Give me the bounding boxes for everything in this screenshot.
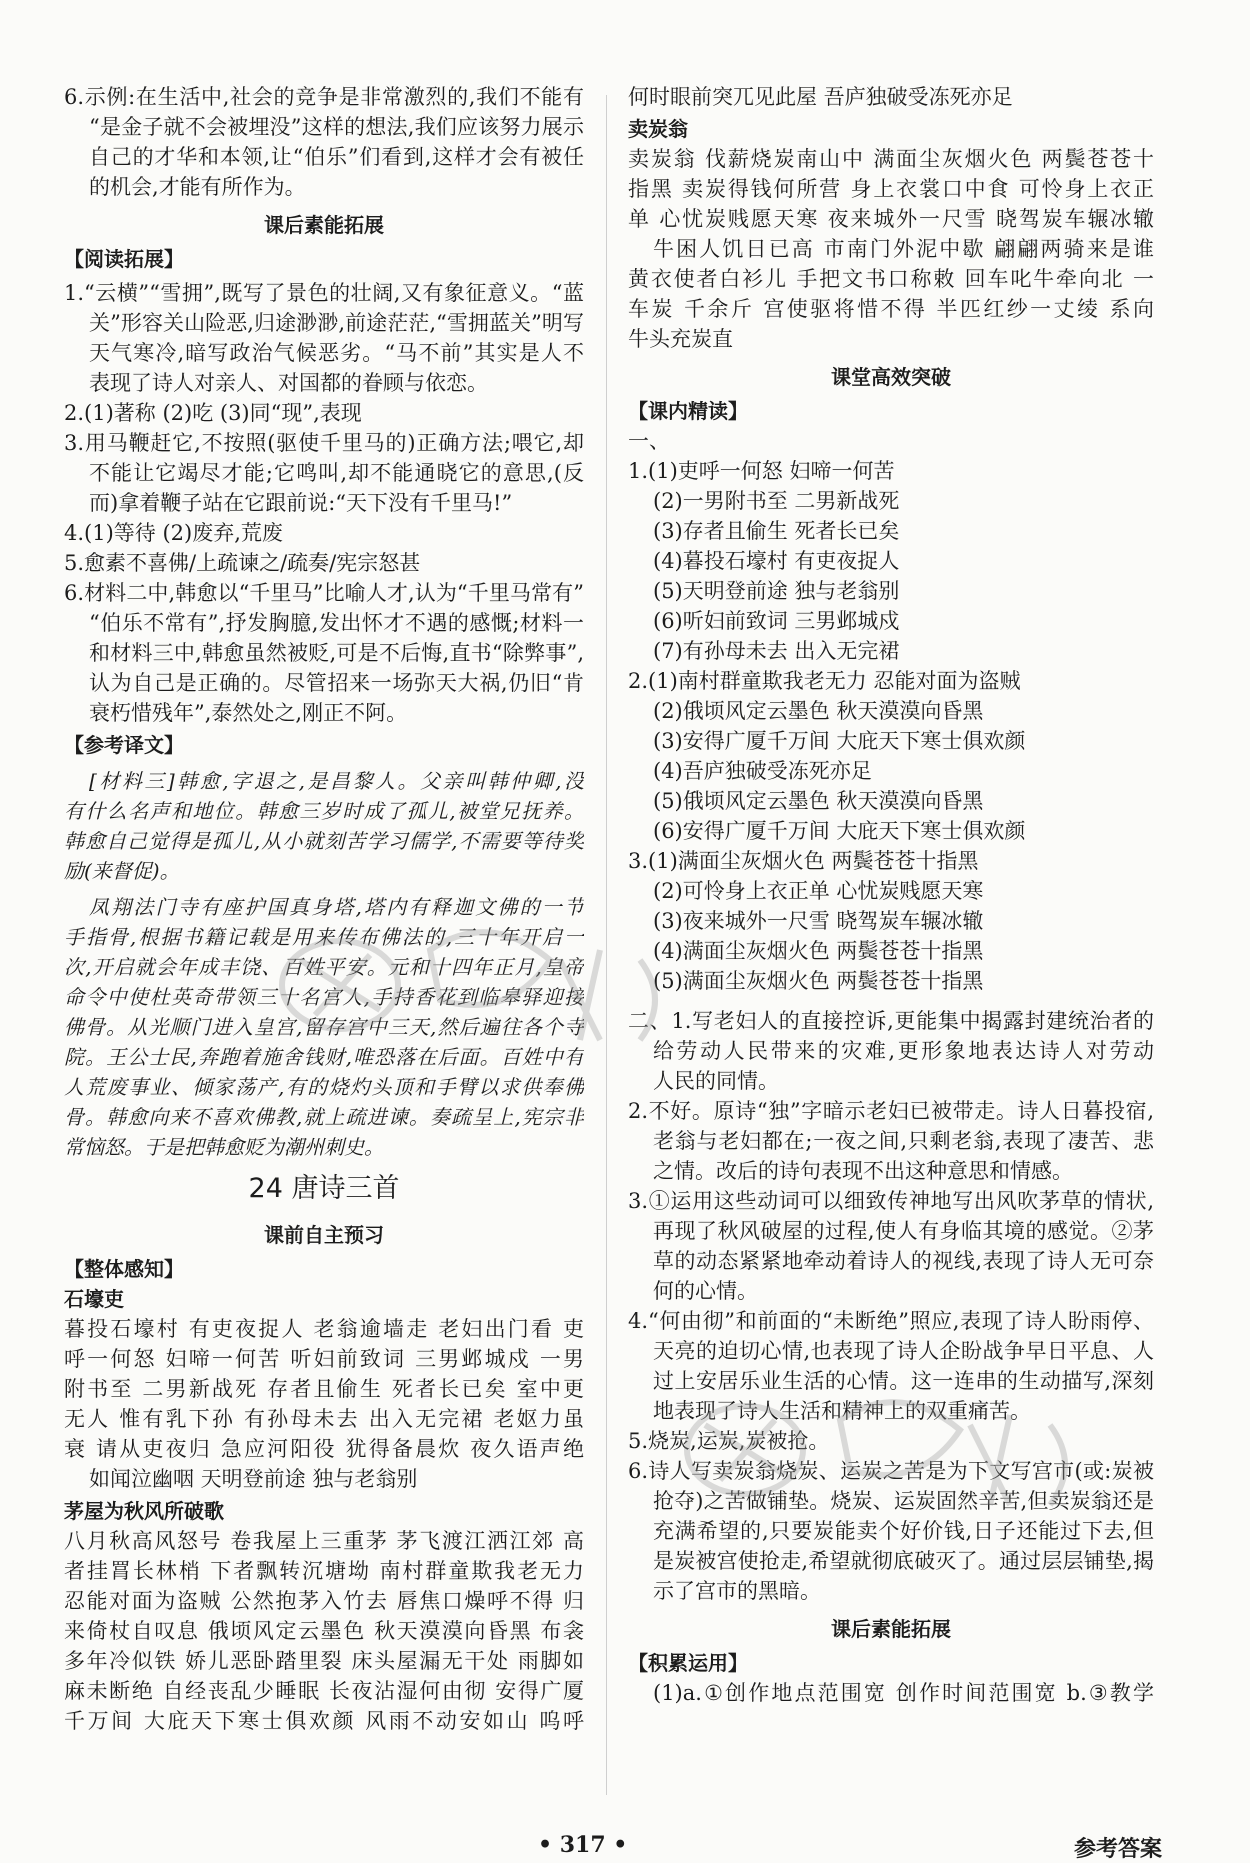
text-line: 单 心忧炭贱愿天寒 夜来城外一尺雪 晓驾炭车辗冰辙 xyxy=(628,207,1154,231)
text-line: 天亮的迫切心情,也表现了诗人企盼战争早日平息、人 xyxy=(653,1339,1154,1363)
text-line: 3.(1)满面尘灰烟火色 两鬓苍苍十指黑 xyxy=(628,849,979,873)
text-line: 表现了诗人对亲人、对国都的眷顾与依恋。 xyxy=(89,371,488,395)
text-line: 认为自己是正确的。尽管招来一场弥天大祸,仍旧“肯 xyxy=(89,671,584,695)
text-line: 麻未断绝 自经丧乱少睡眠 长夜沾湿何由彻 安得广厦 xyxy=(64,1679,584,1703)
text-line: 佛骨。从光顺门进入皇宫,留存宫中三天,然后遍往各个寺 xyxy=(64,1015,584,1039)
text-line: 多年冷似铁 娇儿恶卧踏里裂 床头屋漏无干处 雨脚如 xyxy=(64,1649,584,1673)
text-line: 2.(1)南村群童欺我老无力 忍能对面为盗贼 xyxy=(628,669,1021,693)
section-heading: 24 唐诗三首 xyxy=(248,1173,400,1204)
text-line: (3)夜来城外一尺雪 晓驾炭车辗冰辙 xyxy=(653,909,984,933)
text-line: 天气寒冷,暗写政治气候恶劣。“马不前”其实是人不 xyxy=(89,341,584,365)
text-line: 2.不好。原诗“独”字暗示老妇已被带走。诗人日暮投宿, xyxy=(628,1099,1154,1123)
text-line: 手指骨,根据书籍记载是用来传布佛法的,三十年开启一 xyxy=(64,925,584,949)
text-line: 卖炭翁 伐薪烧炭南山中 满面尘灰烟火色 两鬓苍苍十 xyxy=(628,147,1154,171)
text-line: (3)安得广厦千万间 大庇天下寒士俱欢颜 xyxy=(653,729,1026,753)
text-line: (6)听妇前致词 三男邺城戍 xyxy=(653,609,900,633)
text-line: (1)a.①创作地点范围宽 创作时间范围宽 b.③教学 xyxy=(653,1681,1154,1705)
text-line: (5)满面尘灰烟火色 两鬓苍苍十指黑 xyxy=(653,969,984,993)
text-line: 人民的同情。 xyxy=(653,1069,779,1093)
text-line: 一、 xyxy=(628,429,670,453)
text-line: 充满希望的,只要炭能卖个好价钱,日子还能过下去,但 xyxy=(653,1519,1154,1543)
section-heading: 课前自主预习 xyxy=(264,1223,384,1247)
tag-heading: 【积累运用】 xyxy=(628,1651,748,1675)
text-line: 无人 惟有乳下孙 有孙母未去 出入无完裙 老妪力虽 xyxy=(64,1407,584,1431)
text-line: 示了宫市的黑暗。 xyxy=(653,1579,821,1603)
text-line: 八月秋高风怒号 卷我屋上三重茅 茅飞渡江洒江郊 高 xyxy=(64,1529,584,1553)
text-line: 抢夺)之苦做铺垫。烧炭、运炭固然辛苦,但卖炭翁还是 xyxy=(653,1489,1154,1513)
text-line: 励(来督促)。 xyxy=(64,859,180,883)
text-line: 的机会,才能有所作为。 xyxy=(89,175,306,199)
text-line: 6.材料二中,韩愈以“千里马”比喻人才,认为“千里马常有” xyxy=(64,581,584,605)
tag-heading: 【阅读拓展】 xyxy=(64,247,184,271)
text-line: 而)拿着鞭子站在它跟前说:“天下没有千里马!” xyxy=(89,491,513,515)
text-line: (7)有孙母未去 出入无完裙 xyxy=(653,639,900,663)
text-line: 人荒废事业、倾家荡产,有的烧灼头顶和手臂以求供奉佛 xyxy=(64,1075,584,1099)
text-line: 6.示例:在生活中,社会的竞争是非常激烈的,我们不能有 xyxy=(64,85,584,109)
text-line: (2)俄顷风定云墨色 秋天漠漠向昏黑 xyxy=(653,699,984,723)
text-line: (4)满面尘灰烟火色 两鬓苍苍十指黑 xyxy=(653,939,984,963)
text-line: 5.愈素不喜佛/上疏谏之/疏奏/宪宗怒甚 xyxy=(64,551,421,575)
text-line: 1.(1)吏呼一何怒 妇啼一何苦 xyxy=(628,459,895,483)
text-line: 常恼怒。于是把韩愈贬为潮州刺史。 xyxy=(64,1135,384,1159)
text-line: 之情。改后的诗句表现不出这种意思和情感。 xyxy=(653,1159,1073,1183)
text-line: “伯乐不常有”,抒发胸臆,发出怀才不遇的感慨;材料一 xyxy=(89,611,584,635)
text-line: 3.用马鞭赶它,不按照(驱使千里马的)正确方法;喂它,却 xyxy=(64,431,584,455)
section-heading: 课后素能拓展 xyxy=(264,213,384,237)
text-line: 关”形容关山险恶,归途渺渺,前途茫茫,“雪拥蓝关”明写 xyxy=(89,311,584,335)
page-number: • 317 • xyxy=(538,1832,628,1858)
text-line: 来倚杖自叹息 俄顷风定云墨色 秋天漠漠向昏黑 布衾 xyxy=(64,1619,584,1643)
text-line: 衰 请从吏夜归 急应河阳役 犹得备晨炊 夜久语声绝 xyxy=(64,1437,584,1461)
footer-label: 参考答案 xyxy=(1074,1837,1163,1862)
text-line: 次,开启就会年成丰饶、百姓平安。元和十四年正月,皇帝 xyxy=(64,955,584,979)
text-line: 地表现了诗人生活和精神上的双重痛苦。 xyxy=(653,1399,1031,1423)
sub-heading: 茅屋为秋风所破歌 xyxy=(64,1499,224,1523)
tag-heading: 【整体感知】 xyxy=(64,1257,184,1281)
text-line: 自己的才华和本领,让“伯乐”们看到,这样才会有被任 xyxy=(89,145,584,169)
sub-heading: 石壕吏 xyxy=(64,1287,124,1311)
text-line: 4.“何由彻”和前面的“未断绝”照应,表现了诗人盼雨停、 xyxy=(628,1309,1154,1333)
text-line: 黄衣使者白衫儿 手把文书口称敕 回车叱牛牵向北 一 xyxy=(628,267,1154,291)
tag-heading: 【参考译文】 xyxy=(64,733,184,757)
section-heading: 课后素能拓展 xyxy=(831,1617,951,1641)
text-line: (2)一男附书至 二男新战死 xyxy=(653,489,900,513)
text-line: 6.诗人写卖炭翁烧炭、运炭之苦是为下文写宫市(或:炭被 xyxy=(628,1459,1154,1483)
text-line: 千万间 大庇天下寒士俱欢颜 风雨不动安如山 呜呼 xyxy=(64,1709,584,1733)
text-line: 何时眼前突兀见此屋 吾庐独破受冻死亦足 xyxy=(628,85,1013,109)
text-line: (6)安得广厦千万间 大庇天下寒士俱欢颜 xyxy=(653,819,1026,843)
tag-heading: 【课内精读】 xyxy=(628,399,748,423)
text-line: 者挂罥长林梢 下者飘转沉塘坳 南村群童欺我老无力 xyxy=(64,1559,584,1583)
text-line: 如闻泣幽咽 天明登前途 独与老翁别 xyxy=(89,1467,418,1491)
text-line: 呼一何怒 妇啼一何苦 听妇前致词 三男邺城戍 一男 xyxy=(64,1347,584,1371)
text-line: (4)暮投石壕村 有吏夜捉人 xyxy=(653,549,900,573)
text-line: (4)吾庐独破受冻死亦足 xyxy=(653,759,872,783)
text-line: 3.①运用这些动词可以细致传神地写出风吹茅草的情状, xyxy=(628,1189,1154,1213)
text-line: 2.(1)著称 (2)吃 (3)同“现”,表现 xyxy=(64,401,362,425)
text-line: 5.烧炭,运炭,炭被抢。 xyxy=(628,1429,830,1453)
text-line: 1.“云横”“雪拥”,既写了景色的壮阔,又有象征意义。“蓝 xyxy=(64,281,584,305)
text-line: 老翁与老妇都在;一夜之间,只剩老翁,表现了凄苦、悲 xyxy=(653,1129,1154,1153)
text-line: 衰朽惜残年”,泰然处之,刚正不阿。 xyxy=(89,701,408,725)
text-line: (5)俄顷风定云墨色 秋天漠漠向昏黑 xyxy=(653,789,984,813)
text-line: 二、1.写老妇人的直接控诉,更能集中揭露封建统治者的 xyxy=(628,1009,1154,1033)
text-line: 骨。韩愈向来不喜欢佛教,就上疏进谏。奏疏呈上,宪宗非 xyxy=(64,1105,584,1129)
text-line: 命令中使杜英奇带领三十名宫人,手持香花到临皋驿迎接 xyxy=(64,985,584,1009)
text-line: 不能让它竭尽才能;它鸣叫,却不能通晓它的意思,(反 xyxy=(89,461,584,485)
sub-heading: 卖炭翁 xyxy=(628,117,688,141)
text-line: 草的动态紧紧地牵动着诗人的视线,表现了诗人无可奈 xyxy=(653,1249,1154,1273)
column-divider xyxy=(606,95,607,1795)
text-line: 过上安居乐业生活的心情。这一连串的生动描写,深刻 xyxy=(653,1369,1154,1393)
text-line: 凤翔法门寺有座护国真身塔,塔内有释迦文佛的一节 xyxy=(89,895,584,919)
text-line: 牛头充炭直 xyxy=(628,327,733,351)
text-line: 和材料三中,韩愈虽然被贬,可是不后悔,直书“除弊事”, xyxy=(89,641,584,665)
text-line: 暮投石壕村 有吏夜捉人 老翁逾墙走 老妇出门看 吏 xyxy=(64,1317,584,1341)
text-line: 车炭 千余斤 宫使驱将惜不得 半匹红纱一丈绫 系向 xyxy=(628,297,1154,321)
text-line: 牛困人饥日已高 市南门外泥中歇 翩翩两骑来是谁 xyxy=(653,237,1154,261)
text-line: (2)可怜身上衣正单 心忧炭贱愿天寒 xyxy=(653,879,984,903)
text-line: 韩愈自己觉得是孤儿,从小就刻苦学习儒学,不需要等待奖 xyxy=(64,829,584,853)
text-line: “是金子就不会被埋没”这样的想法,我们应该努力展示 xyxy=(89,115,584,139)
text-line: 何的心情。 xyxy=(653,1279,758,1303)
text-line: 指黑 卖炭得钱何所营 身上衣裳口中食 可怜身上衣正 xyxy=(628,177,1154,201)
text-line: (5)天明登前途 独与老翁别 xyxy=(653,579,900,603)
text-line: 有什么名声和地位。韩愈三岁时成了孤儿,被堂兄抚养。 xyxy=(64,799,584,823)
text-line: [材料三]韩愈,字退之,是昌黎人。父亲叫韩仲卿,没 xyxy=(89,769,584,793)
text-line: 忍能对面为盗贼 公然抱茅入竹去 唇焦口燥呼不得 归 xyxy=(64,1589,584,1613)
text-line: 附书至 二男新战死 存者且偷生 死者长已矣 室中更 xyxy=(64,1377,584,1401)
text-line: 再现了秋风破屋的过程,使人有身临其境的感觉。②茅 xyxy=(653,1219,1154,1243)
text-line: 给劳动人民带来的灾难,更形象地表达诗人对劳动 xyxy=(653,1039,1154,1063)
text-line: 4.(1)等待 (2)废弃,荒废 xyxy=(64,521,283,545)
text-line: 院。王公士民,奔跑着施舍钱财,唯恐落在后面。百姓中有 xyxy=(64,1045,584,1069)
text-line: 是炭被宫使抢走,希望就彻底破灭了。通过层层铺垫,揭 xyxy=(653,1549,1154,1573)
section-heading: 课堂高效突破 xyxy=(831,365,951,389)
text-line: (3)存者且偷生 死者长已矣 xyxy=(653,519,900,543)
